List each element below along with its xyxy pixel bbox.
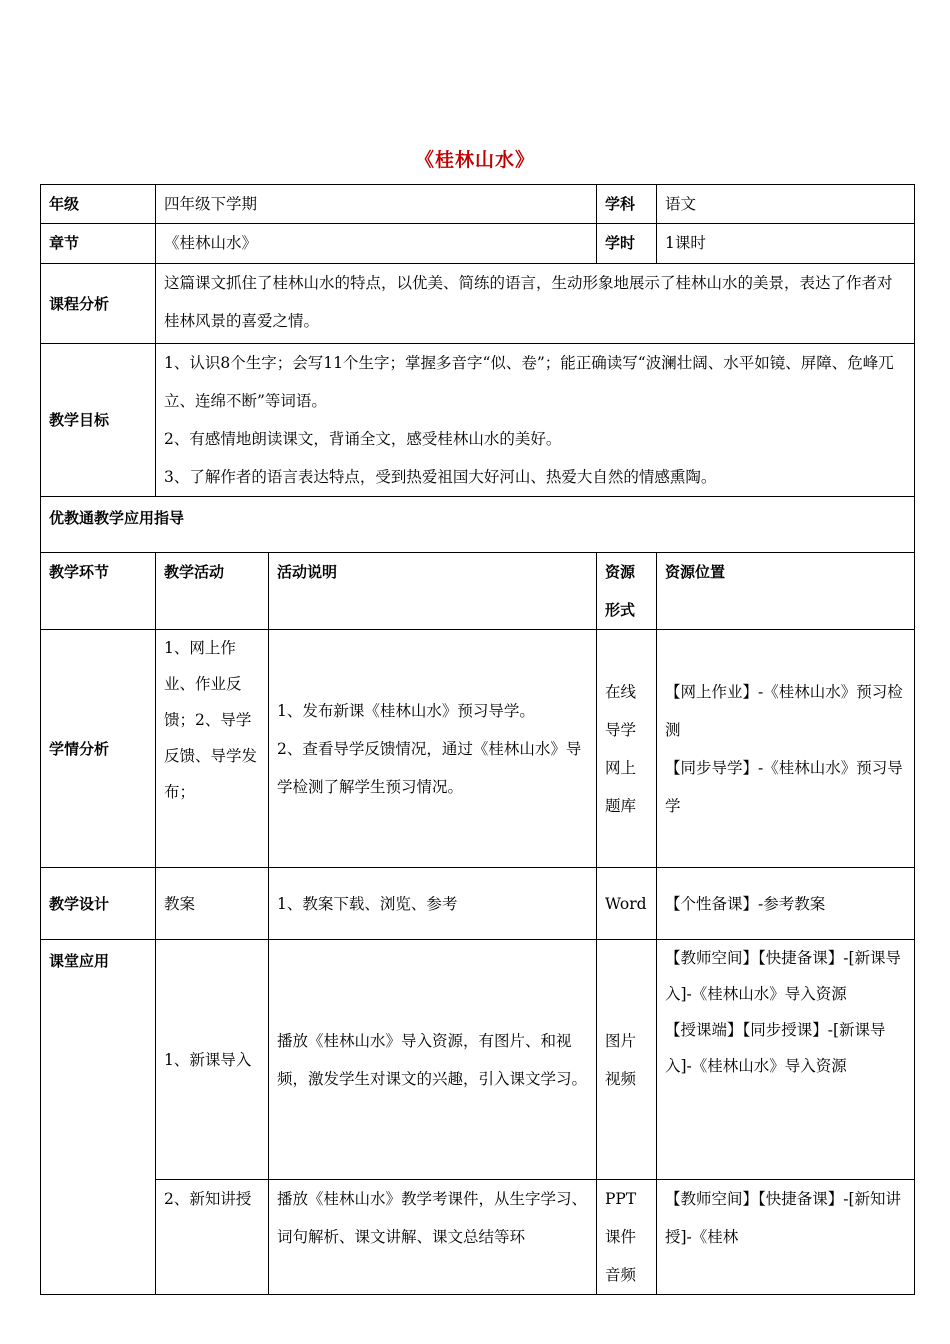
grade-label: 年级 <box>41 185 156 224</box>
description-line: 2、查看导学反馈情况，通过《桂林山水》导学检测了解学生预习情况。 <box>277 739 582 796</box>
resource-form: PPT课件 <box>605 1190 637 1246</box>
grade-value: 四年级下学期 <box>156 185 597 224</box>
table-row <box>41 630 915 868</box>
guide-title: 优教通教学应用指导 <box>41 497 915 553</box>
goals-label: 教学目标 <box>41 344 156 497</box>
resource-location-cell <box>657 630 915 868</box>
stage-cell: 课堂应用 <box>41 940 156 1295</box>
hours-value: 1课时 <box>657 224 915 264</box>
chapter-value: 《桂林山水》 <box>156 224 597 264</box>
goal-item: 2、有感情地朗读课文，背诵全文，感受桂林山水的美好。 <box>164 430 562 448</box>
description-cell: 播放《桂林山水》教学考课件，从生字学习、词句解析、课文讲解、课文总结等环 <box>269 1180 597 1295</box>
resource-location: 【授课端】【同步授课】-[新课导入]-《桂林山水》导入资源 <box>665 1021 886 1075</box>
description-cell <box>269 630 597 868</box>
lesson-plan-table <box>40 184 915 1295</box>
analysis-label: 课程分析 <box>41 264 156 344</box>
subject-value: 语文 <box>657 185 915 224</box>
resource-form-cell <box>597 1180 657 1295</box>
resource-location: 【同步导学】-《桂林山水》预习导学 <box>665 758 903 815</box>
column-header: 教学活动 <box>156 553 269 630</box>
description-cell: 播放《桂林山水》导入资源，有图片、和视频，激发学生对课文的兴趣，引入课文学习。 <box>269 940 597 1180</box>
goals-list <box>156 344 915 497</box>
resource-form: 网上题库 <box>605 758 637 815</box>
guide-title-row <box>41 497 915 553</box>
table-row <box>41 868 915 940</box>
column-header: 资源形式 <box>597 553 657 630</box>
stage-cell: 学情分析 <box>41 630 156 868</box>
activity-cell: 1、网上作业、作业反馈；2、导学反馈、导学发布； <box>156 630 269 868</box>
analysis-text: 这篇课文抓住了桂林山水的特点，以优美、简练的语言，生动形象地展示了桂林山水的美景，表达了作者对桂林风景的喜爱之情。 <box>156 264 915 344</box>
resource-form-cell <box>597 940 657 1180</box>
stage-cell: 教学设计 <box>41 868 156 940</box>
resource-location: 【网上作业】-《桂林山水》预习检测 <box>665 682 903 739</box>
goal-item: 1、认识8个生字；会写11个生字；掌握多音字“似、卷”；能正确读写“波澜壮阔、水平如镜、屏障、危峰兀立、连绵不断”等词语。 <box>164 354 894 410</box>
table-row <box>41 940 915 1180</box>
resource-location-cell: 【教师空间】【快捷备课】-[新知讲授]-《桂林 <box>657 1180 915 1295</box>
analysis-row <box>41 264 915 344</box>
resource-form-cell: Word <box>597 868 657 940</box>
chapter-label: 章节 <box>41 224 156 264</box>
chapter-row <box>41 224 915 264</box>
column-header: 教学环节 <box>41 553 156 630</box>
column-header-row <box>41 553 915 630</box>
activity-cell: 1、新课导入 <box>156 940 269 1180</box>
resource-form: 视频 <box>605 1069 637 1088</box>
subject-label: 学科 <box>597 185 657 224</box>
resource-form: 在线导学 <box>605 682 637 739</box>
resource-location: 【教师空间】【快捷备课】-[新课导入]-《桂林山水》导入资源 <box>665 949 902 1003</box>
grade-row <box>41 185 915 224</box>
goal-item: 3、了解作者的语言表达特点，受到热爱祖国大好河山、热爱大自然的情感熏陶。 <box>164 468 717 486</box>
resource-location-cell: 【个性备课】-参考教案 <box>657 868 915 940</box>
hours-label: 学时 <box>597 224 657 264</box>
resource-form: 音频 <box>605 1266 637 1284</box>
activity-cell: 2、新知讲授 <box>156 1180 269 1295</box>
column-header: 资源位置 <box>657 553 915 630</box>
resource-location-cell <box>657 940 915 1180</box>
column-header: 活动说明 <box>269 553 597 630</box>
table-row <box>41 1180 915 1295</box>
description-line: 1、发布新课《桂林山水》预习导学。 <box>277 701 535 720</box>
activity-cell: 教案 <box>156 868 269 940</box>
document-title: 《桂林山水》 <box>414 149 535 171</box>
description-cell: 1、教案下载、浏览、参考 <box>269 868 597 940</box>
resource-form: 图片 <box>605 1031 637 1050</box>
goals-row <box>41 344 915 497</box>
resource-form-cell <box>597 630 657 868</box>
